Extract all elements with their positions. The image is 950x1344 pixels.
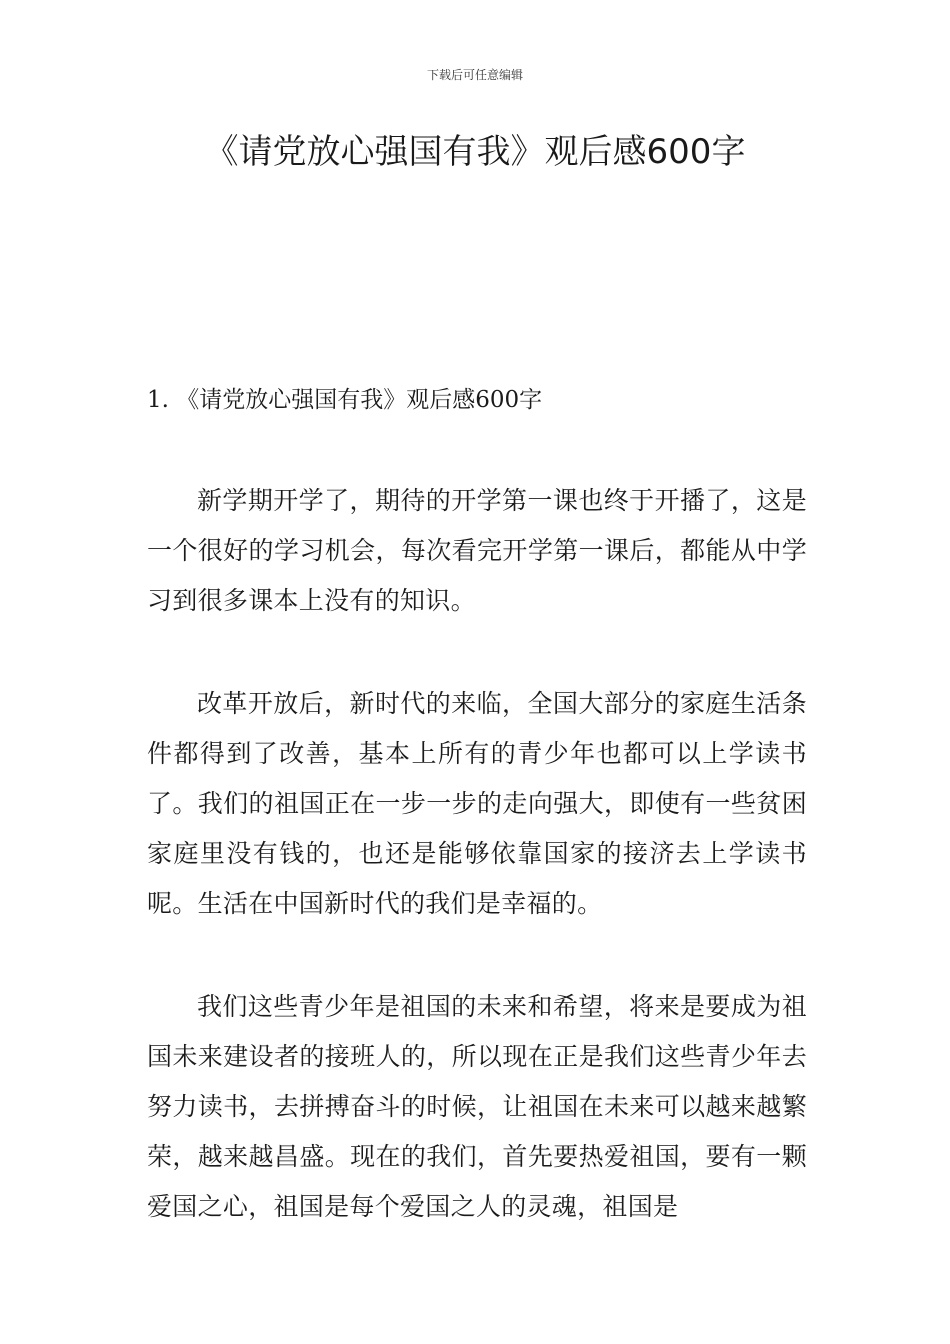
article-body xyxy=(147,476,807,1285)
header-note: 下载后可任意编辑 xyxy=(426,68,523,82)
document-title: 《请党放心强国有我》观后感600字 xyxy=(204,132,746,172)
section-heading: 1. 《请党放心强国有我》观后感600字 xyxy=(147,387,543,413)
paragraph: 我们这些青少年是祖国的未来和希望，将来是要成为祖国未来建设者的接班人的，所以现在正是我们这些青少年去努力读书，去拼搏奋斗的时候，让祖国在未来可以越来越繁荣，越来越昌盛。现在的我们，首先要热爱祖国，要有一颗爱国之心，祖国是每个爱国之人的灵魂，祖国是 xyxy=(147,992,807,1221)
paragraph: 新学期开学了，期待的开学第一课也终于开播了，这是一个很好的学习机会，每次看完开学第一课后，都能从中学习到很多课本上没有的知识。 xyxy=(147,486,807,615)
paragraph: 改革开放后，新时代的来临，全国大部分的家庭生活条件都得到了改善，基本上所有的青少年也都可以上学读书了。我们的祖国正在一步一步的走向强大，即使有一些贫困家庭里没有钱的，也还是能够依靠国家的接济去上学读书呢。生活在中国新时代的我们是幸福的。 xyxy=(147,689,807,918)
